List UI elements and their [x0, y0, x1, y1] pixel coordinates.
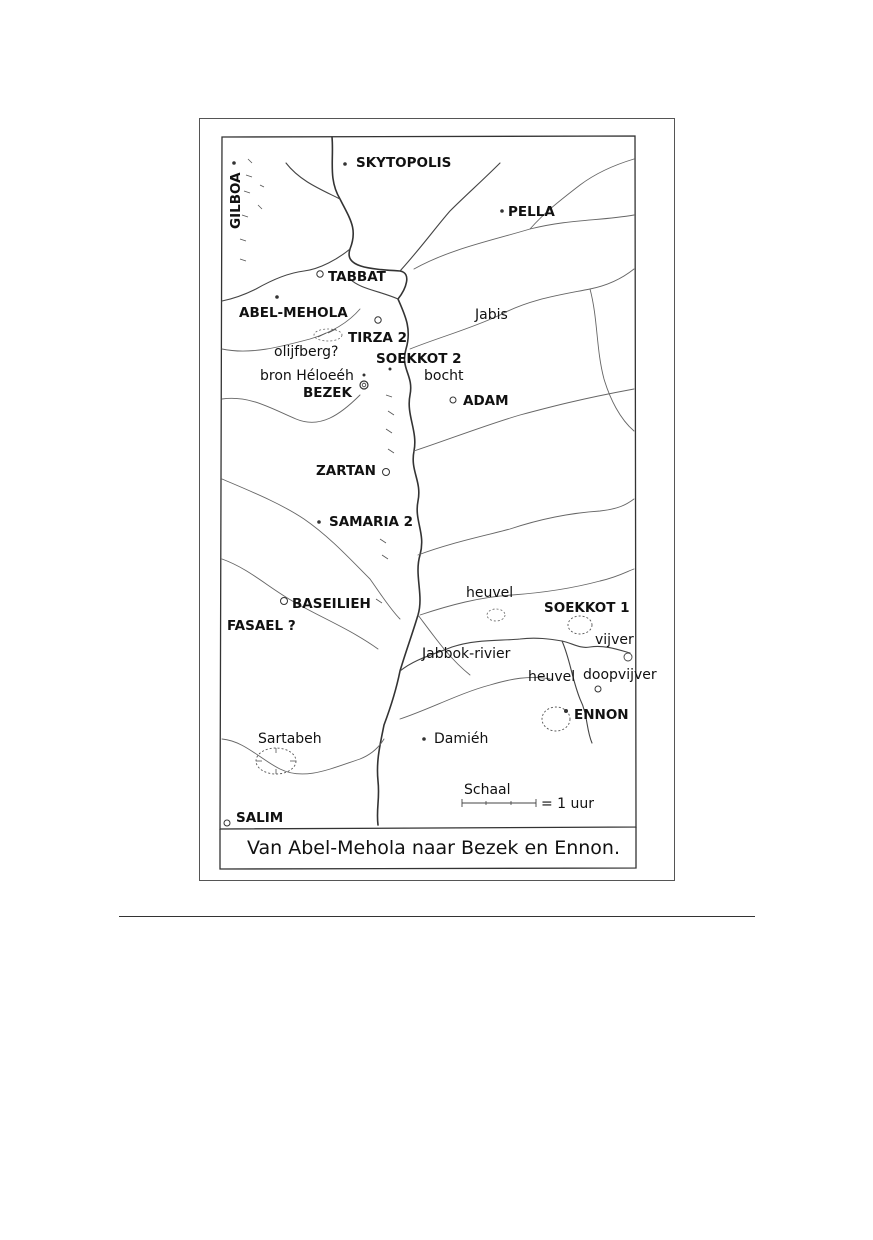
jabbok-branch [562, 641, 592, 743]
sartabeh-mound [256, 748, 296, 774]
jordan-river [332, 137, 422, 825]
bezek-marker-inner [362, 383, 366, 387]
label-doopvijver: doopvijver [583, 667, 657, 683]
ennon-marker [564, 709, 568, 713]
label-zartan: ZARTAN [316, 463, 376, 479]
label-salim: SALIM [236, 810, 284, 826]
label-skytopolis: SKYTOPOLIS [356, 155, 452, 171]
heuvel-1-mound [487, 609, 505, 621]
label-bocht: bocht [424, 368, 464, 384]
baseilieh-marker [281, 598, 288, 605]
label-bron-heloeeh: bron Héloeéh [260, 368, 354, 384]
label-olijfberg: olijfberg? [274, 344, 339, 360]
wadi-east-1 [414, 215, 634, 269]
label-pella: PELLA [508, 204, 555, 220]
soekkot1-mound [568, 616, 592, 634]
label-vijver: vijver [595, 632, 634, 648]
label-abel-mehola: ABEL-MEHOLA [239, 305, 348, 321]
wadi-south-1 [418, 615, 470, 675]
label-soekkot1: SOEKKOT 1 [544, 600, 630, 616]
label-bezek: BEZEK [303, 385, 352, 401]
map-title: Van Abel-Mehola naar Bezek en Ennon. [247, 837, 621, 859]
label-jabis: Jabis [475, 307, 508, 323]
horizontal-rule [119, 916, 755, 917]
label-samaria2: SAMARIA 2 [329, 514, 414, 530]
map-inner-frame [220, 136, 636, 829]
abel-mehola-marker [275, 295, 279, 299]
tributary-north-4 [400, 163, 500, 271]
label-soekkot2: SOEKKOT 2 [376, 351, 462, 367]
label-heuvel-1: heuvel [466, 585, 514, 601]
map-drawing [200, 119, 676, 882]
soekkot2-marker [389, 368, 392, 371]
scale-label: Schaal [464, 782, 511, 798]
bezek-marker [360, 381, 368, 389]
salim-marker [224, 820, 230, 826]
wadi-east-7 [590, 289, 634, 431]
doopvijver-marker [595, 686, 601, 692]
label-fasael: FASAEL ? [227, 618, 296, 634]
wadi-east-3 [414, 389, 634, 451]
pella-marker [500, 209, 504, 213]
tabbat-marker [317, 271, 323, 277]
tirza2-marker [375, 317, 381, 323]
gilboa-marker [232, 161, 236, 165]
label-jabbok-rivier: Jabbok-rivier [422, 646, 511, 662]
vijver-marker [624, 653, 632, 661]
olijfberg-mound [314, 329, 342, 341]
zartan-marker [383, 469, 390, 476]
label-tirza2: TIRZA 2 [348, 330, 407, 346]
label-heuvel-2: heuvel [528, 669, 576, 685]
wadi-east-4 [418, 499, 634, 555]
label-baseilieh: BASEILIEH [292, 596, 371, 612]
adam-marker [450, 397, 456, 403]
label-gilboa: GILBOA [228, 172, 244, 229]
label-sartabeh: Sartabeh [258, 731, 322, 747]
wadi-east-2 [410, 269, 634, 349]
label-ennon: ENNON [574, 707, 629, 723]
skytopolis-marker [343, 162, 347, 166]
bron-heloeeh-marker [363, 374, 366, 377]
scale-bar [462, 799, 536, 807]
label-adam: ADAM [463, 393, 509, 409]
map-figure [199, 118, 675, 881]
samaria2-marker [317, 520, 321, 524]
label-tabbat: TABBAT [328, 269, 386, 285]
damieh-marker [422, 737, 426, 741]
label-damieh: Damiéh [434, 731, 489, 747]
scale-value: = 1 uur [541, 796, 595, 812]
